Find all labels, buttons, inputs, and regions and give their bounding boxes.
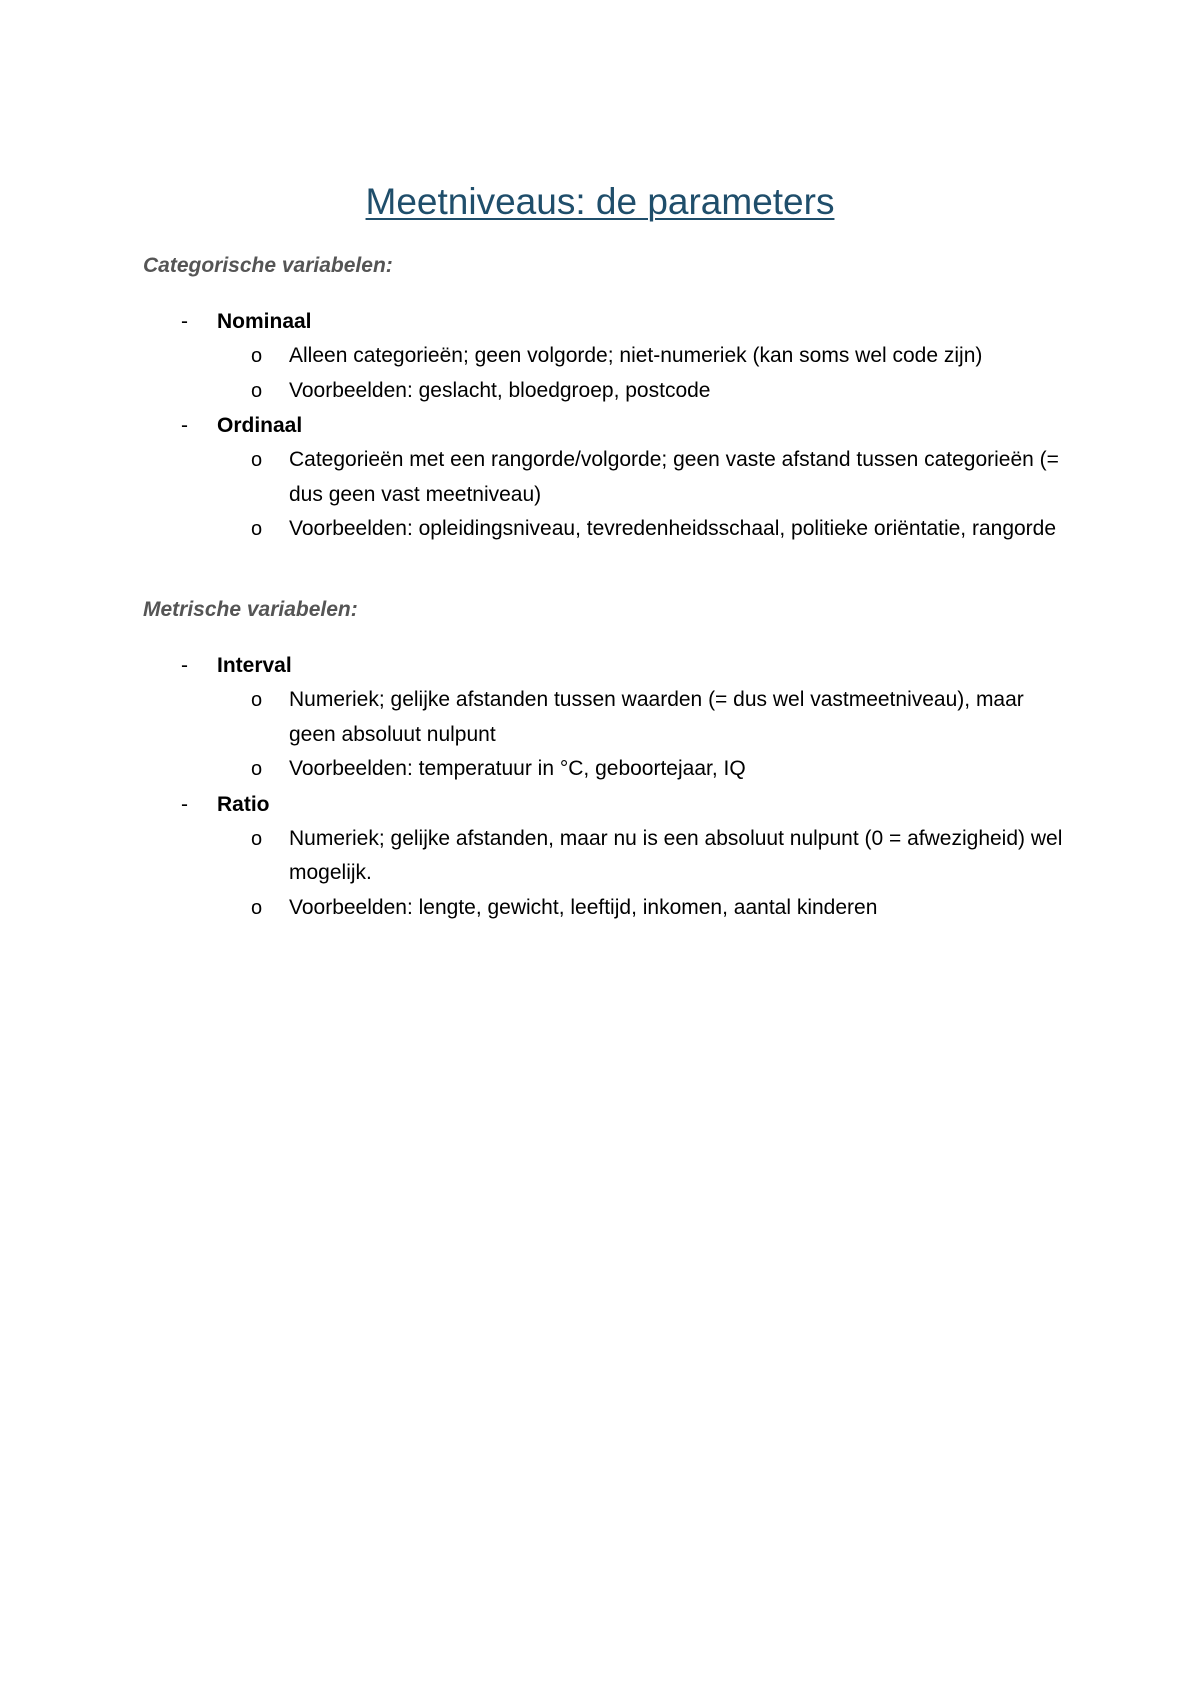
sub-list-item — [0, 683, 1069, 752]
sub-list-item — [0, 891, 1069, 926]
sub-item-text: Voorbeelden: geslacht, bloedgroep, postcode — [289, 378, 711, 402]
categorical-list — [0, 304, 1200, 547]
circle-bullet-icon: o — [251, 379, 263, 402]
sub-item-text: Numeriek; gelijke afstanden, maar nu is een absoluut nulpunt (0 = afwezigheid) wel mogelijk. — [289, 826, 1063, 884]
circle-bullet-icon: o — [251, 449, 263, 471]
circle-bullet-icon: o — [251, 896, 263, 919]
item-label-nominaal: Nominaal — [217, 310, 312, 333]
sub-list-item — [0, 443, 1069, 512]
sub-list-item — [0, 752, 1069, 787]
sub-list — [0, 339, 1200, 408]
sub-list — [0, 822, 1200, 926]
list-item-ratio — [0, 787, 1200, 926]
circle-bullet-icon: o — [251, 827, 263, 850]
sub-item-text: Categorieën met een rangorde/volgorde; geen vaste afstand tussen categorieën (= dus geen vast meetniveau) — [289, 448, 1059, 506]
dash-bullet: - — [181, 310, 188, 333]
circle-bullet-icon: o — [251, 758, 263, 780]
circle-bullet-icon: o — [251, 518, 263, 540]
dash-bullet: - — [181, 654, 188, 677]
dash-bullet: - — [181, 414, 188, 437]
list-item-nominaal — [0, 304, 1200, 408]
item-label-ordinaal: Ordinaal — [217, 414, 303, 437]
metric-list — [0, 648, 1200, 925]
sub-list-item — [0, 822, 1069, 891]
list-item-interval — [0, 648, 1200, 787]
section-heading-metric: Metrische variabelen: — [143, 598, 358, 621]
item-label-interval: Interval — [217, 654, 292, 677]
sub-item-text: Voorbeelden: opleidingsniveau, tevredenheidsschaal, politieke oriëntatie, rangorde — [289, 517, 1057, 540]
item-label-ratio: Ratio — [217, 792, 270, 816]
sub-list — [0, 443, 1200, 547]
sub-item-text: Voorbeelden: lengte, gewicht, leeftijd, inkomen, aantal kinderen — [289, 895, 878, 919]
circle-bullet-icon: o — [251, 345, 263, 367]
list-item-ordinaal — [0, 408, 1200, 547]
sub-list-item — [0, 374, 1069, 409]
circle-bullet-icon: o — [251, 689, 263, 711]
sub-list-item — [0, 339, 1069, 374]
sub-item-text: Voorbeelden: temperatuur in °C, geboortejaar, IQ — [289, 757, 746, 780]
sub-item-text: Numeriek; gelijke afstanden tussen waarden (= dus wel vastmeetniveau), maar geen absoluut nulpunt — [289, 688, 1024, 746]
sub-item-text: Alleen categorieën; geen volgorde; niet-numeriek (kan soms wel code zijn) — [289, 344, 983, 367]
page-title — [0, 178, 1200, 226]
section-heading-categorical: Categorische variabelen: — [143, 254, 393, 277]
sub-list-item — [0, 512, 1069, 547]
dash-bullet: - — [181, 792, 188, 816]
page-title-text: Meetniveaus: de parameters — [365, 181, 835, 222]
sub-list — [0, 683, 1200, 787]
